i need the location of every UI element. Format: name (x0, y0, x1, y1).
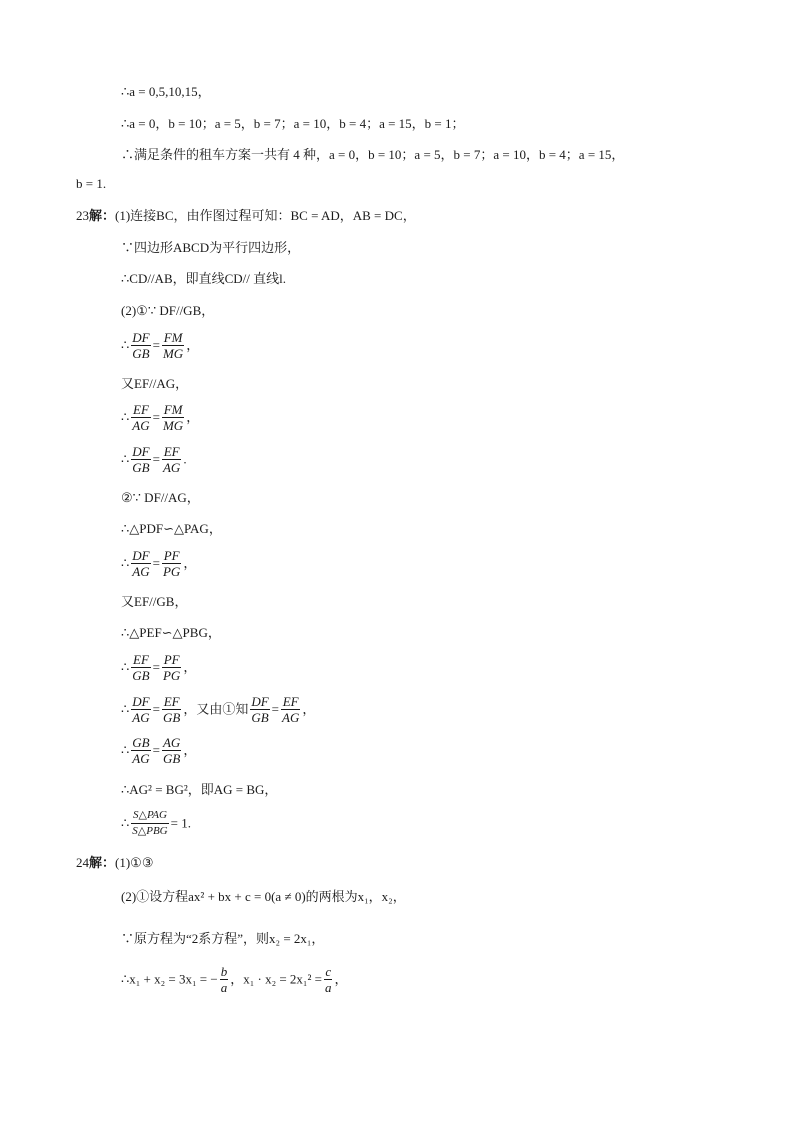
text-line: ∴△PDF∽△PAG， (121, 521, 222, 536)
fraction: $\frac{EF}{AG}$ (162, 444, 181, 475)
text-line: ∴a = 0，b = 10；a = 5，b = 7；a = 10，b = 4；a = 15，b = 1； (121, 116, 465, 131)
fraction-equation: ∴ $\frac{DF}{GB}$ = $\frac{EF}{AG}$ . (121, 444, 187, 475)
text-line: (1)连接BC，由作图过程可知：BC = AD，AB = DC， (115, 208, 416, 223)
text-line: ∴AG² = BG²，即AG = BG， (121, 782, 278, 797)
text-line: ∵四边形ABCD为平行四边形， (121, 240, 301, 255)
fraction: $\frac{GB}{AG}$ (132, 735, 150, 766)
fraction: $\frac{AG}{GB}$ (162, 735, 181, 766)
fraction: $\frac{FM}{MG}$ (162, 402, 184, 433)
fraction: $\frac{\text{S△PAG}}{\text{S△PBG}}$ (132, 809, 168, 837)
solution-label: 解： (89, 208, 116, 223)
text-line: (2)①∵ DF//GB， (121, 303, 215, 318)
fraction-equation: ∴ $\frac{DF}{AG}$ = $\frac{EF}{GB}$ ，又由①知 $\frac{DF}{GB}$ = $\frac{EF}{AG}$ ， (121, 694, 316, 725)
text-line: ∴满足条件的租车方案一共有 4 种，a = 0，b = 10；a = 5，b = 7；a = 10，b = 4；a = 15， (121, 147, 625, 162)
fraction-equation: ∴ $\frac{DF}{AG}$ = $\frac{PF}{PG}$ ， (121, 548, 197, 579)
text-line: ∵原方程为“2系方程”，则x₂ = 2x₁， (121, 931, 325, 946)
text-line: (1)①③ (115, 855, 154, 870)
fraction: $\frac{PF}{PG}$ (162, 652, 181, 683)
fraction: $\frac{FM}{MG}$ (162, 330, 184, 361)
fraction: $\frac{EF}{AG}$ (132, 402, 150, 433)
problem-number: 23 (76, 208, 89, 223)
text-line: (2)①设方程ax² + bx + c = 0(a ≠ 0)的两根为x₁，x₂， (121, 889, 406, 904)
fraction-equation: ∴x₁ + x₂ = 3x₁ = − $\frac{b}{a}$ ，x₁ · x₂ = 2x₁² = $\frac{c}{a}$ ， (121, 964, 348, 995)
fraction: $\frac{b}{a}$ (220, 964, 228, 995)
problem-24-heading (76, 854, 153, 872)
text-line: b = 1. (76, 176, 107, 191)
fraction: $\frac{DF}{AG}$ (132, 694, 150, 725)
fraction: $\frac{DF}{AG}$ (132, 548, 150, 579)
text-line: ∴△PEF∽△PBG， (121, 625, 221, 640)
fraction-equation: ∴ $\frac{EF}{GB}$ = $\frac{PF}{PG}$ ， (121, 652, 197, 683)
solution-label: 解： (89, 855, 116, 870)
fraction: $\frac{DF}{GB}$ (251, 694, 269, 725)
problem-number: 24 (76, 855, 89, 870)
fraction-equation: ∴ $\frac{EF}{AG}$ = $\frac{FM}{MG}$ ， (121, 402, 200, 433)
fraction: $\frac{EF}{GB}$ (132, 652, 150, 683)
fraction: $\frac{c}{a}$ (324, 964, 332, 995)
fraction-equation: ∴ $\frac{DF}{GB}$ = $\frac{FM}{MG}$ ， (121, 330, 200, 361)
text-line: ∴CD//AB，即直线CD// 直线l. (121, 271, 287, 286)
fraction-equation: ∴ $\frac{GB}{AG}$ = $\frac{AG}{GB}$ ， (121, 735, 197, 766)
fraction: $\frac{DF}{GB}$ (132, 444, 150, 475)
fraction: $\frac{EF}{AG}$ (282, 694, 300, 725)
fraction-equation: ∴ $\frac{\text{S△PAG}}{\text{S△PBG}}$ = 1. (121, 809, 191, 837)
text-line: ∴a = 0,5,10,15， (121, 84, 211, 99)
problem-23-heading (76, 207, 416, 225)
text-line: ②∵ DF//AG， (121, 490, 200, 505)
text-line: 又EF//GB， (121, 594, 188, 609)
fraction: $\frac{DF}{GB}$ (132, 330, 150, 361)
fraction: $\frac{EF}{GB}$ (162, 694, 181, 725)
text-line: 又EF//AG， (121, 376, 189, 391)
fraction: $\frac{PF}{PG}$ (162, 548, 181, 579)
